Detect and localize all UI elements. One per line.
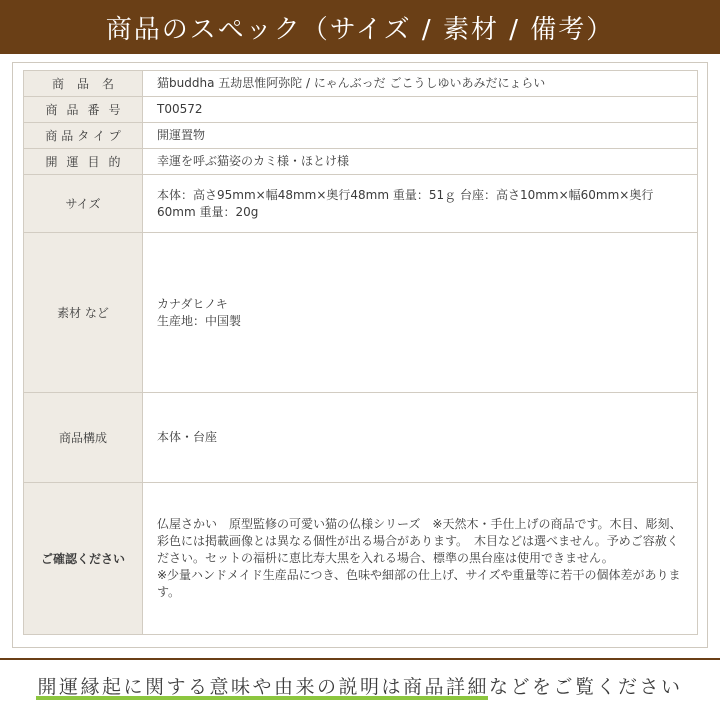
label-name: 商品名 xyxy=(24,71,143,97)
row-type xyxy=(24,123,698,149)
header-title: 商品のスペック（サイズ / 素材 / 備考） xyxy=(105,14,615,45)
page-header xyxy=(0,0,720,54)
label-material: 素材 など xyxy=(24,233,143,393)
row-components xyxy=(24,393,698,483)
footer-text: 開運縁起に関する意味や由来の説明は商品詳細などをご覧ください xyxy=(37,676,683,698)
value-type: 開運置物 xyxy=(143,123,698,149)
row-code xyxy=(24,97,698,123)
value-components: 本体・台座 xyxy=(143,393,698,483)
value-size: 本体：高さ95mm×幅48mm×奥行48mm 重量：51ｇ 台座：高さ10mm×幅60mm×奥行60mm 重量：20g xyxy=(143,175,698,233)
row-notes xyxy=(24,483,698,635)
row-purpose xyxy=(24,149,698,175)
spec-table xyxy=(23,70,698,635)
value-name: 猫buddha 五劫思惟阿弥陀 / にゃんぶっだ ごこうしゆいあみだにょらい xyxy=(143,71,698,97)
label-notes: ご確認ください xyxy=(24,483,143,635)
value-purpose: 幸運を呼ぶ猫姿のカミ様・ほとけ様 xyxy=(143,149,698,175)
row-size xyxy=(24,175,698,233)
value-code: T00572 xyxy=(143,97,698,123)
label-code: 商品番号 xyxy=(24,97,143,123)
value-material xyxy=(143,233,698,393)
material-line-2: 生産地：中国製 xyxy=(157,313,242,328)
notes-text: 仏屋さかい 原型監修の可愛い猫の仏様シリーズ ※天然木・手仕上げの商品です。木目、彫刻、彩色には掲載画像とは異なる個性が出る場合があります。 木目などは選べません。予めご容赦ください。セットの福枡に恵比寿大黒を入れる場合、標準の黒台座は使用できません。 xyxy=(157,517,682,565)
material-line-1: カナダヒノキ xyxy=(157,296,228,311)
label-components: 商品構成 xyxy=(24,393,143,483)
row-name xyxy=(24,71,698,97)
label-purpose: 開運目的 xyxy=(24,149,143,175)
label-type: 商品タイプ xyxy=(24,123,143,149)
divider-line xyxy=(0,658,720,660)
notes-text-2: ※少量ハンドメイド生産品につき、色味や細部の仕上げ、サイズや重量等に若干の個体差があります。 xyxy=(157,568,681,599)
label-size: サイズ xyxy=(24,175,143,233)
row-material xyxy=(24,233,698,393)
value-notes xyxy=(143,483,698,635)
